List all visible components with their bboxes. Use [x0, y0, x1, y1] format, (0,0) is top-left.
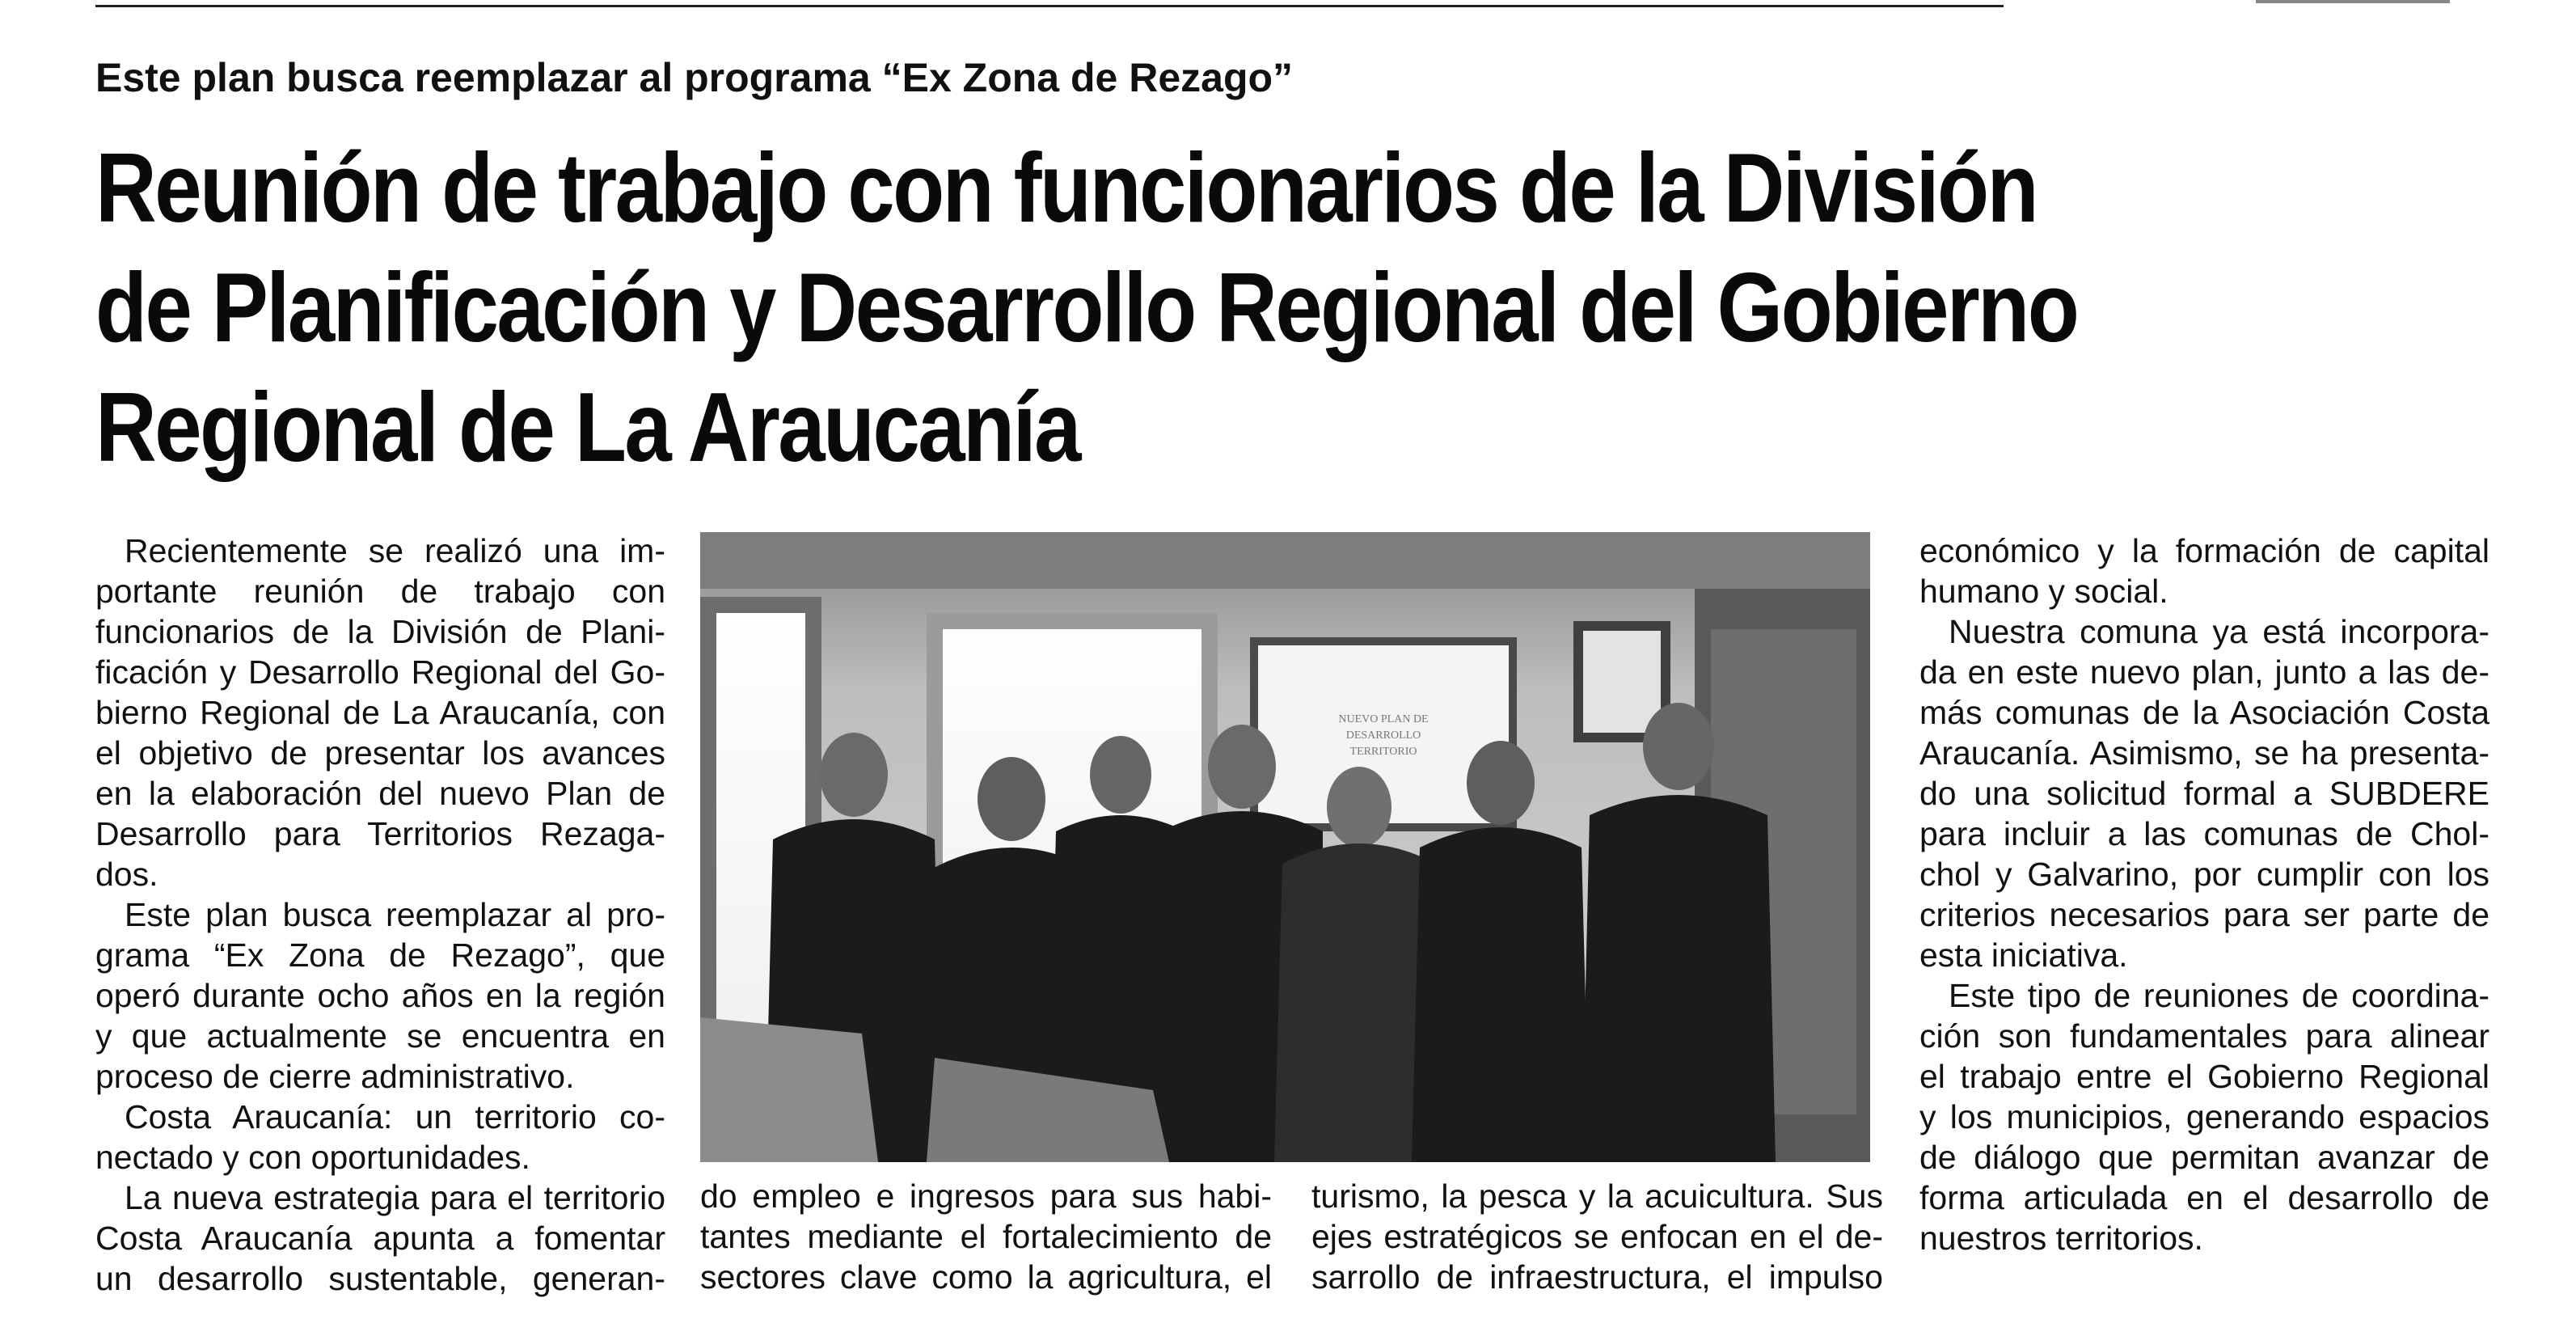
paragraph [1919, 531, 2489, 611]
headline-line: Reunión de trabajo con funcionarios de la División [95, 133, 2038, 243]
text-line: Desarrollo para Territorios Rezaga- [95, 815, 665, 852]
paragraph [1919, 611, 2489, 975]
text-line: Este plan busca reemplazar al pro- [125, 896, 665, 933]
text-line: ficación y Desarrollo Regional del Go- [95, 653, 665, 691]
text-line: Araucanía. Asimismo, se ha presenta- [1919, 734, 2489, 772]
photo-illustration [700, 532, 1870, 1162]
text-line: ejes estratégicos se enfocan en el de- [1311, 1218, 1883, 1255]
text-line: do una solicitud formal a SUBDERE [1919, 775, 2489, 812]
paragraph [95, 531, 665, 894]
text-line: forma articulada en el desarrollo de [1919, 1179, 2489, 1216]
text-line: turismo, la pesca y la acuicultura. Sus [1311, 1177, 1883, 1215]
screen-text: DESARROLLO [1345, 729, 1421, 742]
text-line: chol y Galvarino, por cumplir con los [1919, 856, 2489, 893]
headline-line: Regional de La Araucanía [95, 372, 1079, 482]
headline-line: de Planificación y Desarrollo Regional del Gobierno [95, 252, 2078, 362]
text-line: Costa Araucanía: un territorio co- [125, 1098, 665, 1135]
text-line: sarrollo de infraestructura, el impulso [1311, 1258, 1883, 1296]
text-line: esta iniciativa. [1919, 936, 2128, 974]
text-line: bierno Regional de La Araucanía, con [95, 694, 665, 731]
article-column-4 [1919, 531, 2489, 1258]
text-line: Costa Araucanía apunta a fomentar [95, 1220, 665, 1257]
headline [95, 128, 2078, 487]
text-line: tantes mediante el fortalecimiento de [700, 1218, 1272, 1255]
top-rule [95, 5, 2004, 7]
article-column-2 [700, 1176, 1272, 1297]
paragraph [1919, 975, 2489, 1258]
article-column-3 [1311, 1176, 1883, 1297]
text-line: nectado y con oportunidades. [95, 1139, 530, 1176]
text-line: nuestros territorios. [1919, 1220, 2203, 1257]
text-line: humano y social. [1919, 573, 2168, 610]
text-line: el trabajo entre el Gobierno Regional [1919, 1058, 2489, 1095]
kicker: Este plan busca reemplazar al programa “Ex Zona de Rezago” [95, 55, 1294, 100]
text-line: proceso de cierre administrativo. [95, 1058, 575, 1095]
text-line: y los municipios, generando espacios [1919, 1098, 2489, 1135]
text-line: de diálogo que permitan avanzar de [1919, 1139, 2489, 1176]
text-line: Recientemente se realizó una im- [125, 532, 665, 569]
text-line: sectores clave como la agricultura, el [700, 1258, 1272, 1296]
text-line: da en este nuevo plan, junto a las de- [1919, 653, 2489, 691]
group-photo [700, 532, 1870, 1162]
text-line: portante reunión de trabajo con [95, 573, 665, 610]
text-line: do empleo e ingresos para sus habi- [700, 1177, 1272, 1215]
text-line: para incluir a las comunas de Chol- [1919, 815, 2489, 852]
text-line: criterios necesarios para ser parte de [1919, 896, 2489, 933]
paragraph [95, 1097, 665, 1177]
text-line: el objetivo de presentar los avances [95, 734, 665, 772]
corner-rule [2256, 0, 2450, 3]
screen-text: NUEVO PLAN DE [1338, 713, 1429, 725]
paragraph [95, 1177, 665, 1299]
text-line: La nueva estrategia para el territorio [125, 1179, 665, 1216]
text-line: dos. [95, 856, 158, 893]
text-line: más comunas de la Asociación Costa [1919, 694, 2489, 731]
text-line: Nuestra comuna ya está incorpora- [1949, 613, 2489, 650]
text-line: y que actualmente se encuentra en [95, 1017, 665, 1055]
screen-text: TERRITORIO [1349, 746, 1417, 758]
text-line: en la elaboración del nuevo Plan de [95, 775, 665, 812]
text-line: grama “Ex Zona de Rezago”, que [95, 936, 665, 974]
article-column-1 [95, 531, 665, 1299]
text-line: ción son fundamentales para alinear [1919, 1017, 2489, 1055]
text-line: un desarrollo sustentable, generan- [95, 1260, 665, 1297]
text-line: funcionarios de la División de Plani- [95, 613, 665, 650]
text-line: económico y la formación de capital [1919, 532, 2489, 569]
paragraph [95, 894, 665, 1097]
text-line: operó durante ocho años en la región [95, 977, 665, 1014]
text-line: Este tipo de reuniones de coordina- [1949, 977, 2489, 1014]
